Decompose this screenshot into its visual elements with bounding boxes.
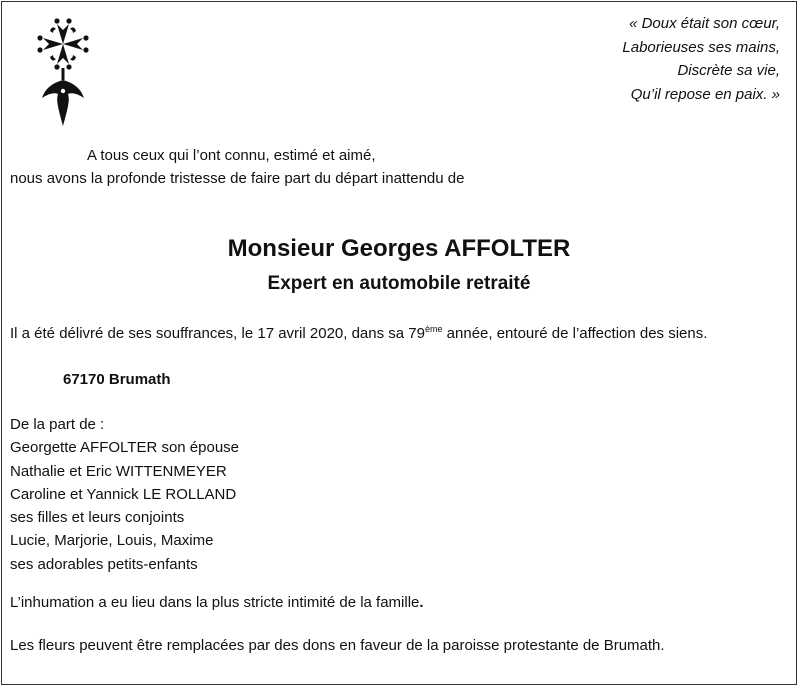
- family-line: Georgette AFFOLTER son épouse: [10, 439, 240, 457]
- family-heading: De la part de :: [10, 416, 105, 433]
- announcement-text: [10, 324, 707, 344]
- intro-line-2: nous avons la profonde tristesse de faire part du départ inattendu de: [10, 170, 465, 187]
- flowers-notice: Les fleurs peuvent être remplacées par des dons en faveur de la paroisse protestante de Brumath.: [10, 637, 665, 654]
- family-line: Caroline et Yannick LE ROLLAND: [10, 485, 237, 503]
- burial-notice: [10, 593, 424, 613]
- huguenot-cross-icon: [28, 10, 98, 132]
- epigraph-line: « Doux était son cœur,: [629, 15, 780, 32]
- intro-line-1: A tous ceux qui l’ont connu, estimé et aimé,: [87, 147, 376, 164]
- announcement-end: année, entouré de l’affection des siens.: [442, 325, 708, 342]
- epigraph: [622, 12, 780, 106]
- epigraph-line: Qu’il repose en paix. »: [630, 85, 780, 103]
- epigraph-line: Discrète sa vie,: [677, 62, 780, 79]
- deceased-name: Monsieur Georges AFFOLTER: [227, 235, 571, 262]
- family-list: [10, 413, 239, 576]
- family-line: Nathalie et Eric WITTENMEYER: [10, 462, 227, 480]
- burial-text: L’inhumation a eu lieu dans la plus stricte intimité de la famille: [10, 594, 420, 611]
- burial-end: .: [419, 594, 424, 611]
- family-line: ses filles et leurs conjoints: [10, 509, 185, 527]
- family-line: Lucie, Marjorie, Louis, Maxime: [10, 532, 214, 550]
- location: 67170 Brumath: [63, 371, 171, 388]
- family-line: ses adorables petits-enfants: [10, 555, 198, 573]
- announcement-main: Il a été délivré de ses souffrances, le 17 avril 2020, dans sa 79: [10, 325, 425, 342]
- deceased-occupation: Expert en automobile retraité: [267, 273, 531, 294]
- announcement-superscript: ème: [424, 324, 443, 334]
- epigraph-line: Laborieuses ses mains,: [622, 38, 780, 56]
